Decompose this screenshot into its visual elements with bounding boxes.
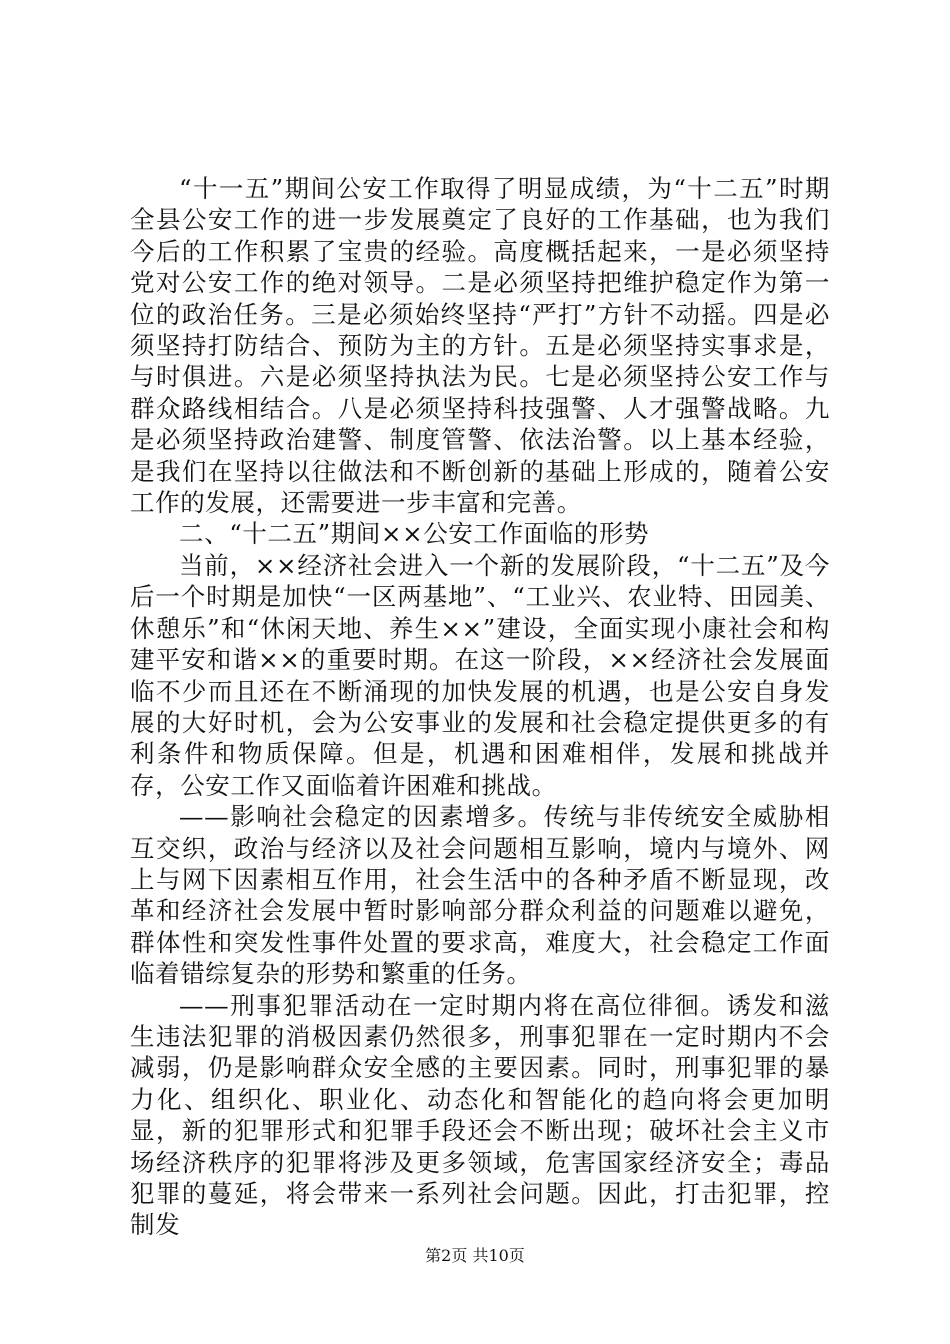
- page-footer: 第2页 共10页: [425, 1246, 525, 1265]
- paragraph-criminal-activity: ——刑事犯罪活动在一定时期内将在高位徘徊。诱发和滋生违法犯罪的消极因素仍然很多，刑事犯罪在一定时期内不会减弱，仍是影响群众安全感的主要因素。同时，刑事犯罪的暴力化、组织化、职业化、动态化和智能化的趋向将会更加明显，新的犯罪形式和犯罪手段还会不断出现；破坏社会主义市场经济秩序的犯罪将涉及更多领域，危害国家经济安全；毒品犯罪的蔓延，将会带来一系列社会问题。因此，打击犯罪，控制发: [130, 990, 830, 1240]
- document-body: [130, 173, 830, 1241]
- paragraph-current-stage: 当前，××经济社会进入一个新的发展阶段，“十二五”及今后一个时期是加快“一区两基地”、“工业兴、农业特、田园美、休憩乐”和“休闲天地、养生××”建设，全面实现小康社会和构建平安和谐××的重要时期。在这一阶段，××经济社会发展面临不少而且还在不断涌现的加快发展的机遇，也是公安自身发展的大好时机，会为公安事业的发展和社会稳定提供更多的有利条件和物质保障。但是，机遇和困难相伴，发展和挑战并存，公安工作又面临着许困难和挑战。: [130, 550, 830, 800]
- section-heading-situation: 二、“十二五”期间××公安工作面临的形势: [179, 519, 650, 549]
- paragraph-stability-factors: ——影响社会稳定的因素增多。传统与非传统安全威胁相互交织，政治与经济以及社会问题相互影响，境内与境外、网上与网下因素相互作用，社会生活中的各种矛盾不断显现，改革和经济社会发展中暂时影响部分群众利益的问题难以避免，群体性和突发性事件处置的要求高，难度大，社会稳定工作面临着错综复杂的形势和繁重的任务。: [130, 802, 830, 989]
- paragraph-experience-summary: “十一五”期间公安工作取得了明显成绩，为“十二五”时期全县公安工作的进一步发展奠定了良好的工作基础，也为我们今后的工作积累了宝贵的经验。高度概括起来，一是必须坚持党对公安工作的绝对领导。二是必须坚持把维护稳定作为第一位的政治任务。三是必须始终坚持“严打”方针不动摇。四是必须坚持打防结合、预防为主的方针。五是必须坚持实事求是，与时俱进。六是必须坚持执法为民。七是必须坚持公安工作与群众路线相结合。八是必须坚持科技强警、人才强警战略。九是必须坚持政治建警、制度管警、依法治警。以上基本经验，是我们在坚持以往做法和不断创新的基础上形成的，随着公安工作的发展，还需要进一步丰富和完善。: [130, 174, 830, 518]
